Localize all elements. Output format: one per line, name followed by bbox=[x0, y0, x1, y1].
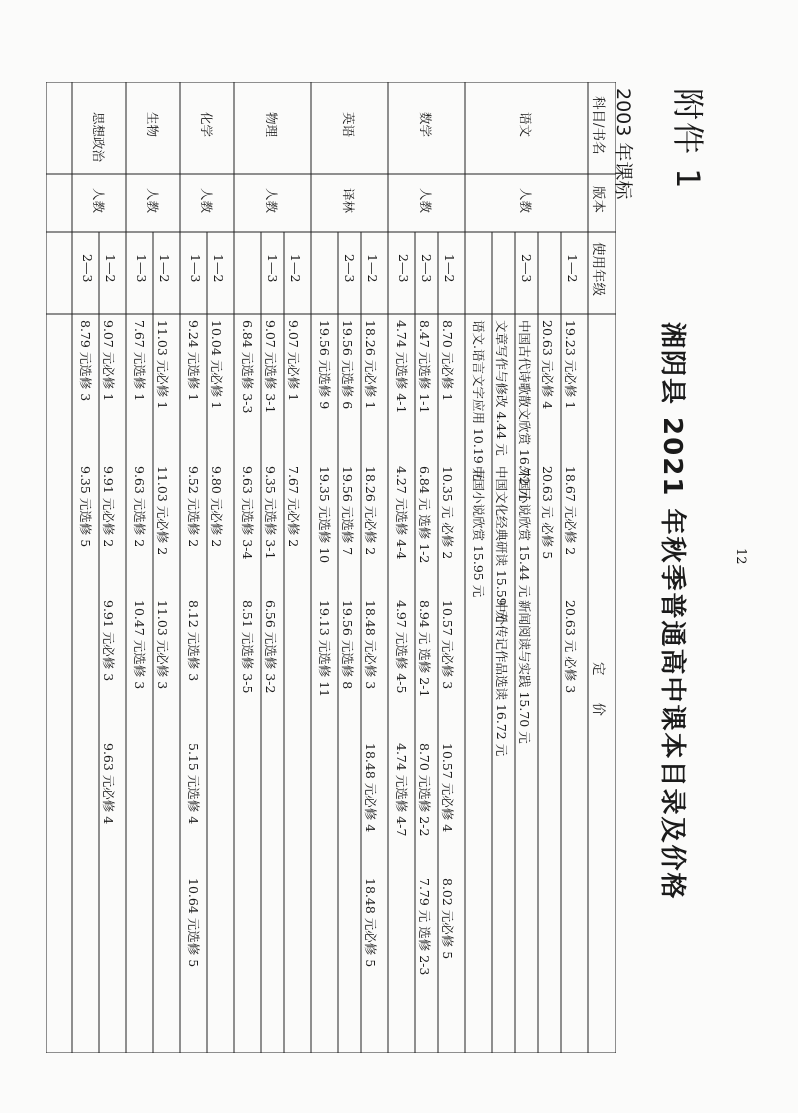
price-cell: 8.70 元选修 2-2 bbox=[417, 743, 432, 837]
subject-cell: 语文 bbox=[518, 112, 534, 138]
page-number: 12 bbox=[733, 548, 748, 565]
edition-cell: 人教 bbox=[199, 188, 214, 214]
price-cell: 4.27 元选修 4-4 bbox=[394, 466, 409, 560]
grade-cell: 2—3 bbox=[419, 254, 434, 283]
price-cell: 8.12 元选修 3 bbox=[186, 600, 201, 682]
price-cell: 19.56 元选修 8 bbox=[340, 600, 355, 690]
price-cell: 19.56 元选修 7 bbox=[340, 466, 355, 556]
edition-cell: 人教 bbox=[145, 188, 160, 214]
edition-cell: 人教 bbox=[418, 188, 434, 214]
price-cell: 18.26 元必修 2 bbox=[363, 466, 378, 556]
price-cell: 9.63 元选修 3-4 bbox=[240, 466, 255, 560]
price-cell: 10.64 元选修 5 bbox=[186, 878, 201, 968]
price-cell: 8.70 元必修 1 bbox=[440, 320, 455, 402]
price-cell: 新闻阅读与实践 15.70 元 bbox=[517, 600, 532, 744]
price-cell: 中国小说欣赏 15.95 元 bbox=[471, 466, 486, 598]
subject-cell: 英语 bbox=[341, 112, 357, 138]
price-cell: 9.35 元选修 5 bbox=[78, 466, 93, 548]
price-cell: 10.04 元必修 1 bbox=[209, 320, 224, 410]
price-cell: 9.91 元必修 2 bbox=[101, 466, 116, 548]
price-cell: 6.56 元选修 3-2 bbox=[263, 600, 278, 694]
price-cell: 11.03 元必修 1 bbox=[155, 320, 170, 410]
price-cell: 外国小说欣赏 15.44 元 bbox=[517, 466, 532, 598]
price-cell: 9.07 元必修 1 bbox=[286, 320, 301, 402]
price-cell: 19.35 元选修 10 bbox=[317, 466, 332, 564]
price-cell: 中国古代诗歌散文欣赏 16.72 元 bbox=[517, 320, 532, 502]
price-cell: 19.56 元选修 6 bbox=[340, 320, 355, 410]
price-cell: 10.57 元必修 4 bbox=[440, 743, 455, 833]
price-cell: 18.48 元必修 3 bbox=[363, 600, 378, 690]
price-cell: 9.63 元必修 4 bbox=[101, 743, 116, 825]
header-price: 定 价 bbox=[590, 662, 606, 716]
edition-cell: 人教 bbox=[518, 188, 534, 214]
price-cell: 10.35 元 必修 2 bbox=[440, 466, 455, 560]
price-cell: 11.03 元必修 3 bbox=[155, 600, 170, 690]
price-cell: 19.56 元选修 9 bbox=[317, 320, 332, 410]
subject-cell: 数学 bbox=[418, 112, 434, 138]
subject-cell: 化学 bbox=[199, 112, 214, 138]
grade-cell: 1—2 bbox=[157, 254, 172, 283]
grade-cell: 2—3 bbox=[396, 254, 411, 283]
grade-cell: 1—2 bbox=[103, 254, 118, 283]
subject-cell: 生物 bbox=[145, 112, 160, 138]
price-cell: 20.63 元 必修 5 bbox=[540, 466, 555, 560]
price-cell: 4.97 元选修 4-5 bbox=[394, 600, 409, 694]
price-cell: 8.94 元 选修 2-1 bbox=[417, 600, 432, 698]
price-cell: 9.07 元必修 1 bbox=[101, 320, 116, 402]
edition-cell: 译林 bbox=[341, 188, 357, 214]
price-cell: 8.79 元选修 3 bbox=[78, 320, 93, 402]
edition-cell: 人教 bbox=[264, 188, 280, 214]
price-cell: 语文.语言文字应用 10.19 元 bbox=[471, 320, 486, 481]
price-cell: 中国文化经典研读 15.59 元 bbox=[494, 466, 509, 623]
price-cell: 7.67 元选修 1 bbox=[132, 320, 147, 402]
grade-cell: 2—3 bbox=[80, 254, 95, 283]
price-cell: 4.74 元选修 4-7 bbox=[394, 743, 409, 837]
price-cell: 20.63 元 必修 3 bbox=[563, 600, 578, 694]
price-cell: 5.15 元选修 4 bbox=[186, 743, 201, 825]
grade-cell: 2—3 bbox=[519, 254, 534, 283]
document-subtitle: 2003 年课标 bbox=[612, 88, 634, 200]
price-cell: 19.23 元必修 1 bbox=[563, 320, 578, 410]
price-cell: 7.67 元必修 2 bbox=[286, 466, 301, 548]
price-cell: 6.84 元 选修 1-2 bbox=[417, 466, 432, 564]
price-cell: 9.07 元选修 3-1 bbox=[263, 320, 278, 414]
header-edition: 版本 bbox=[590, 186, 606, 213]
price-cell: 20.63 元必修 4 bbox=[540, 320, 555, 410]
price-cell: 9.91 元必修 3 bbox=[101, 600, 116, 682]
subject-cell: 物理 bbox=[264, 112, 280, 138]
price-cell: 9.63 元选修 2 bbox=[132, 466, 147, 548]
price-cell: 文章写作与修改 4.44 元 bbox=[494, 320, 509, 456]
grade-cell: 1—2 bbox=[365, 254, 380, 283]
grade-cell: 1—3 bbox=[265, 254, 280, 283]
grade-cell: 1—3 bbox=[134, 254, 149, 283]
subject-cell: 思想政治 bbox=[91, 112, 106, 163]
grade-cell: 1—2 bbox=[442, 254, 457, 283]
price-cell: 18.48 元必修 5 bbox=[363, 878, 378, 968]
price-cell: 11.03 元必修 2 bbox=[155, 466, 170, 556]
price-cell: 18.48 元必修 4 bbox=[363, 743, 378, 833]
price-cell: 7.79 元 选修 2-3 bbox=[417, 878, 432, 976]
price-cell: 9.24 元选修 1 bbox=[186, 320, 201, 402]
price-cell: 10.47 元选修 3 bbox=[132, 600, 147, 690]
price-cell: 4.74 元选修 4-1 bbox=[394, 320, 409, 414]
grade-cell: 1—2 bbox=[211, 254, 226, 283]
grade-cell: 1—2 bbox=[288, 254, 303, 283]
grade-cell: 1—3 bbox=[188, 254, 203, 283]
price-cell: 8.47 元选修 1-1 bbox=[417, 320, 432, 414]
price-cell: 9.35 元选修 3-1 bbox=[263, 466, 278, 560]
price-table bbox=[46, 82, 616, 1053]
price-cell: 19.13 元选修 11 bbox=[317, 600, 332, 698]
grade-cell: 2—3 bbox=[342, 254, 357, 283]
price-cell: 9.52 元选修 2 bbox=[186, 466, 201, 548]
price-cell: 8.51 元选修 3-5 bbox=[240, 600, 255, 694]
grade-cell: 1—2 bbox=[565, 254, 580, 283]
price-cell: 中外传记作品选读 16.72 元 bbox=[494, 600, 509, 757]
attachment-label: 附件 1 bbox=[669, 88, 707, 191]
price-cell: 10.57 元必修 3 bbox=[440, 600, 455, 690]
edition-cell: 人教 bbox=[91, 188, 106, 214]
price-cell: 6.84 元选修 3-3 bbox=[240, 320, 255, 414]
price-cell: 9.80 元必修 2 bbox=[209, 466, 224, 548]
header-subject: 科目/书名 bbox=[590, 96, 606, 155]
price-cell: 18.26 元必修 1 bbox=[363, 320, 378, 410]
document-title: 湘阴县 2021 年秋季普通高中课本目录及价格 bbox=[657, 322, 687, 901]
price-cell: 18.67 元必修 2 bbox=[563, 466, 578, 556]
header-grade: 使用年级 bbox=[590, 242, 606, 296]
price-cell: 8.02 元必修 5 bbox=[440, 878, 455, 960]
